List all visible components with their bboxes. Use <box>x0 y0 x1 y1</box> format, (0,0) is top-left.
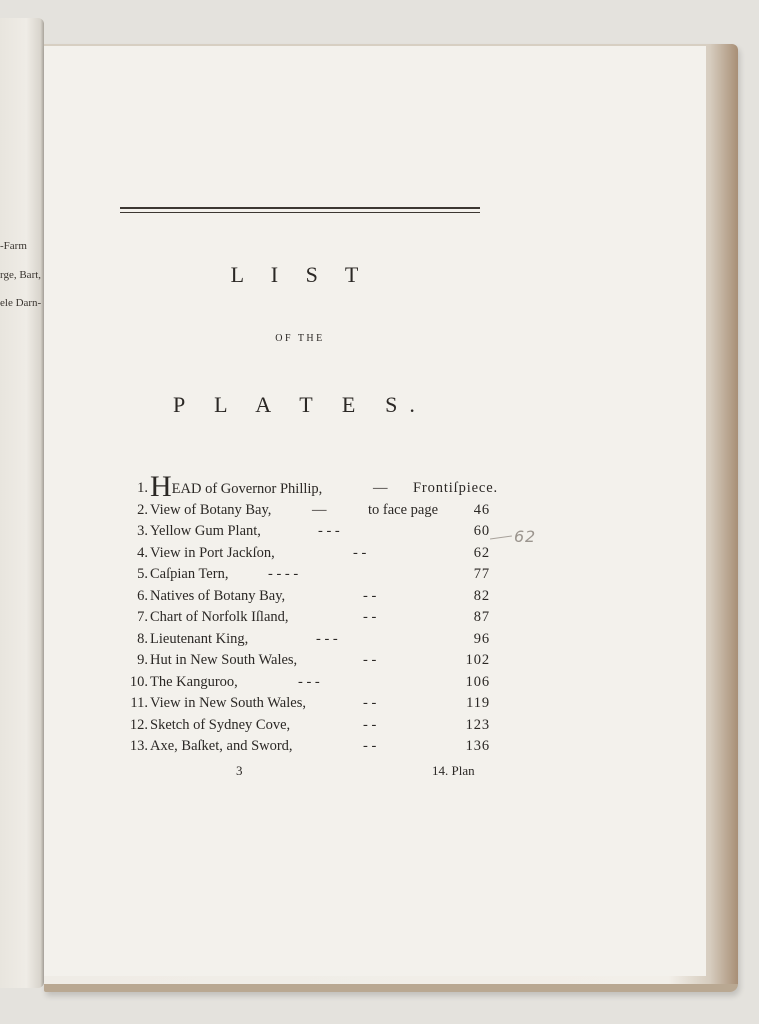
list-item <box>118 564 498 586</box>
list-item <box>118 470 498 503</box>
leader-dashes: - - - <box>318 523 340 539</box>
plate-title: Natives of Botany Bay, <box>150 587 286 604</box>
list-item <box>118 586 498 608</box>
plate-title: View of Botany Bay, <box>150 501 272 518</box>
plate-number: 3. <box>137 523 148 539</box>
plate-number: 8. <box>137 630 148 647</box>
leader-dashes: - - <box>363 609 377 625</box>
list-item <box>118 715 498 737</box>
plate-number: 5. <box>137 566 148 582</box>
plate-number: 2. <box>137 501 148 518</box>
left-page-text: -Farm <box>0 240 27 252</box>
plate-number: 10. <box>129 673 148 690</box>
plate-title: The Kanguroo, <box>150 673 238 690</box>
list-item <box>118 629 498 651</box>
plate-page: 77 <box>473 566 490 582</box>
leader-dashes: - - <box>353 544 367 561</box>
double-rule-bottom <box>120 212 480 213</box>
plate-title: Hut in New South Wales, <box>150 652 298 668</box>
plate-title: Yellow Gum Plant, <box>150 523 261 539</box>
title-of-the: OF THE <box>275 333 325 344</box>
plate-page: 119 <box>466 695 490 711</box>
plate-number: 1. <box>137 480 148 496</box>
plate-title-rest: EAD of Governor Phillip, <box>171 481 323 497</box>
plate-number: 7. <box>137 609 148 625</box>
plate-page: 106 <box>465 673 490 690</box>
plates-list <box>118 470 498 758</box>
title-list: L I S T <box>230 262 370 287</box>
plate-page: 46 <box>473 501 490 518</box>
plate-page: 136 <box>465 738 490 754</box>
plate-title <box>150 470 323 503</box>
signature-mark: 3 <box>236 763 243 778</box>
plate-page: 62 <box>473 544 490 561</box>
plate-page: 87 <box>473 609 490 625</box>
plate-title: View in Port Jackſon, <box>150 544 275 561</box>
plate-title: Sketch of Sydney Cove, <box>150 716 291 733</box>
drop-initial: H <box>150 470 172 503</box>
plate-page: 123 <box>465 716 490 733</box>
plate-page: Frontiſpiece. <box>413 480 498 496</box>
catchword: 14. Plan <box>432 763 475 778</box>
leader-dashes: - - <box>363 587 377 604</box>
plate-number: 4. <box>137 544 148 561</box>
plate-page: 96 <box>473 630 490 647</box>
list-item <box>118 672 498 694</box>
leader-dashes: - - <box>363 738 377 754</box>
plate-page: 82 <box>473 587 490 604</box>
plate-page: 60 <box>473 523 490 539</box>
list-item <box>118 521 498 543</box>
plate-title: Chart of Norfolk Iſland, <box>150 609 289 625</box>
leader-dashes: - - - - <box>268 566 299 582</box>
plate-title: Axe, Baſket, and Sword, <box>150 738 293 754</box>
title-plates: P L A T E S. <box>172 392 428 417</box>
plate-number: 6. <box>137 587 148 604</box>
left-page-text: rge, Bart, <box>0 269 42 281</box>
plate-number: 12. <box>129 716 148 733</box>
facing-left-page <box>0 18 44 988</box>
list-item <box>118 607 498 629</box>
plate-title: Lieutenant King, <box>150 630 249 647</box>
leader-dashes: - - <box>363 716 377 733</box>
leader-dashes: - - <box>363 695 377 711</box>
plate-page: 102 <box>465 652 490 668</box>
leader-dash: — <box>373 480 388 496</box>
double-rule-top <box>120 207 480 209</box>
list-item <box>118 693 498 715</box>
pencil-annotation: 62 <box>514 527 536 546</box>
left-page-text: ele Darn- <box>0 297 42 309</box>
plate-title: Caſpian Tern, <box>150 566 229 582</box>
list-item <box>118 650 498 672</box>
leader-dash: — <box>312 501 327 518</box>
list-item <box>118 736 498 758</box>
to-face-label: to face page <box>368 501 439 518</box>
leader-dashes: - - - <box>316 630 338 647</box>
list-item <box>118 543 498 565</box>
plate-number: 11. <box>130 695 148 711</box>
plate-number: 9. <box>137 652 148 668</box>
plate-title: View in New South Wales, <box>150 695 306 711</box>
leader-dashes: - - - <box>298 673 320 690</box>
list-item <box>118 500 498 522</box>
leader-dashes: - - <box>363 652 377 668</box>
plate-number: 13. <box>129 738 148 754</box>
